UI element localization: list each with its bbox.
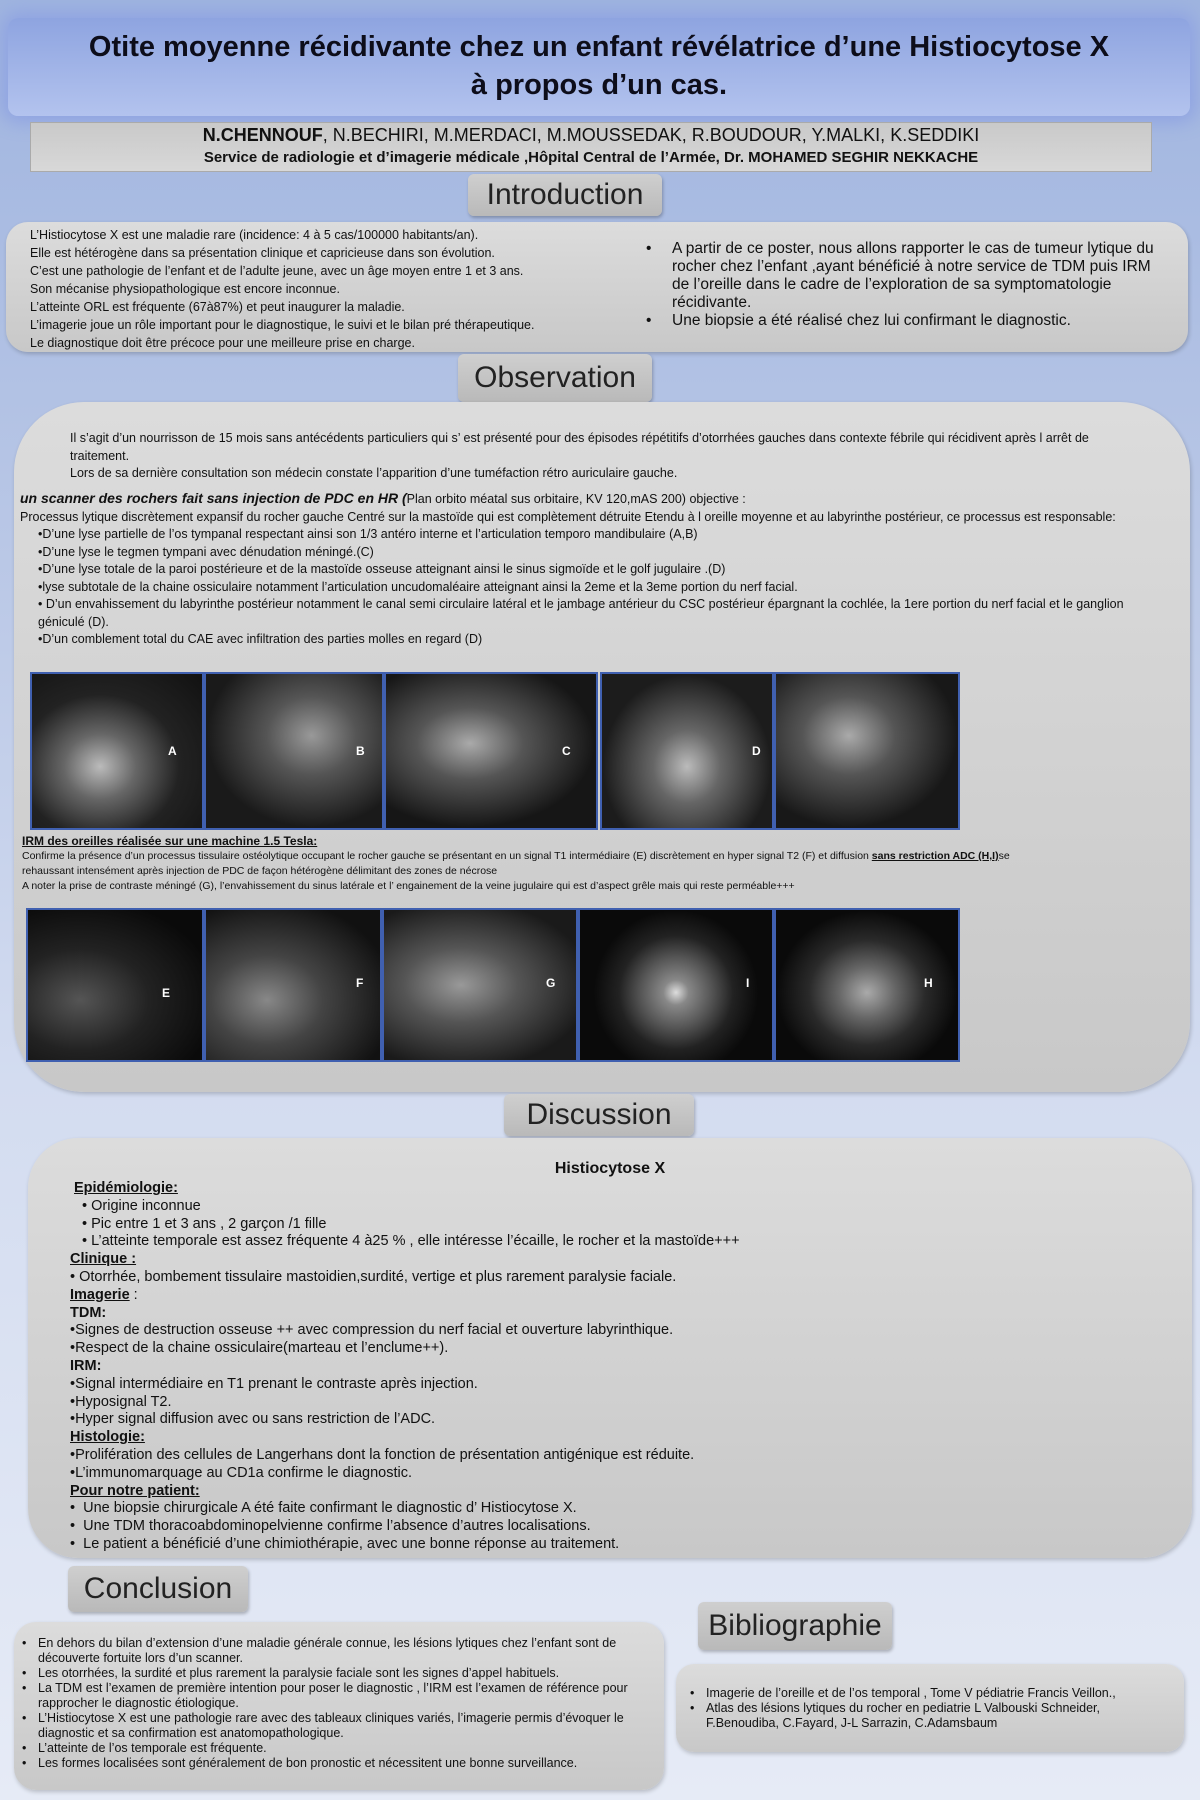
patient-text: Le patient a bénéficié d’une chimiothérapie, avec une bonne réponse au traitement. bbox=[83, 1535, 620, 1552]
ct-item: •D’un comblement total du CAE avec infiltration des parties molles en regard (D) bbox=[38, 632, 483, 646]
conclusion-list bbox=[22, 1636, 642, 1771]
mri-image-f bbox=[204, 908, 382, 1062]
mri-label-h: H bbox=[924, 976, 933, 990]
histologie-item: •Prolifération des cellules de Langerhans dont la fonction de présentation antigénique est réduite. bbox=[70, 1446, 695, 1463]
introduction-text bbox=[30, 226, 630, 352]
ct-image-a bbox=[30, 672, 204, 830]
bibliographie-heading: Bibliographie bbox=[698, 1602, 892, 1650]
introduction-panel bbox=[6, 222, 1188, 352]
mri-line-1b: sans restriction ADC (H,I) bbox=[871, 850, 999, 862]
imagerie-heading: Imagerie bbox=[70, 1286, 130, 1303]
intro-line: Son mécanise physiopathologique est encore inconnue. bbox=[30, 282, 340, 296]
irm-item: •Hyper signal diffusion avec ou sans restriction de l’ADC. bbox=[70, 1411, 436, 1428]
ct-image-b bbox=[204, 672, 384, 830]
ct-params: Plan orbito méatal sus orbitaire, KV 120,mAS 200) objective : bbox=[406, 492, 746, 506]
intro-bullet: • A partir de ce poster, nous allons rapporter le cas de tumeur lytique du rocher chez l’enfant ,ayant bénéficié à notre service de TDM puis IRM de l’oreille dans le cadre de l’exploration de sa symptomatologie récidivante. bbox=[646, 240, 1166, 312]
patient-item: • Une TDM thoracoabdominopelvienne confirme l’absence d’autres localisations. bbox=[70, 1518, 591, 1535]
bibliographie-list bbox=[690, 1686, 1174, 1731]
tdm-heading: TDM: bbox=[70, 1304, 107, 1321]
co-authors: , N.BECHIRI, M.MERDACI, M.MOUSSEDAK, R.BOUDOUR, Y.MALKI, K.SEDDIKI bbox=[322, 125, 980, 145]
ct-item: •D’une lyse totale de la paroi postérieure et de la mastoïde osseuse atteignant ainsi le sinus sigmoïde et le golf jugulaire .(D) bbox=[38, 562, 726, 576]
ct-image-e bbox=[774, 672, 960, 830]
conclusion-item: • L’Histiocytose X est une pathologie rare avec des tableaux cliniques variés, l’imagerie permis d’évoquer le diagnostic et sa confirmation est anatomopathologique. bbox=[22, 1711, 642, 1741]
epidemiology-heading: Epidémiologie: bbox=[74, 1180, 178, 1196]
irm-heading: IRM: bbox=[70, 1357, 102, 1374]
mri-label-g: G bbox=[546, 976, 556, 990]
imagerie-heading-line bbox=[70, 1287, 1170, 1305]
histologie-item: •L’immunomarquage au CD1a confirme le diagnostic. bbox=[70, 1464, 412, 1481]
observation-panel bbox=[14, 402, 1190, 1092]
mri-label-i: I bbox=[746, 976, 750, 990]
histologie-heading: Histologie: bbox=[70, 1429, 145, 1446]
ct-label-d: D bbox=[752, 744, 761, 758]
intro-line: C’est une pathologie de l’enfant et de l’adulte jeune, avec un âge moyen entre 1 et 3 ans. bbox=[30, 264, 524, 278]
authors-block bbox=[30, 122, 1152, 172]
conclusion-item: • La TDM est l’examen de première intention pour poser le diagnostic , l’IRM est l’examen de référence pour rapprocher le diagnostic étiologique. bbox=[22, 1681, 642, 1711]
ct-item: • D’un envahissement du labyrinthe postérieur notamment le canal semi circulaire latéral et le jambage antérieur du CSC postérieur épargnant la cochlée, la 1ere portion du nerf facial et le ganglion géniculé (D). bbox=[38, 597, 1124, 629]
ct-item: •lyse subtotale de la chaine ossiculaire notamment l’articulation uncudomaléaire atteignant ainsi la 2eme et la 3eme portion du nerf facial. bbox=[38, 579, 798, 594]
ct-label-a: A bbox=[168, 744, 177, 758]
title-line-2: à propos d’un cas. bbox=[470, 69, 728, 101]
ct-item: •D’une lyse le tegmen tympani avec dénudation méningé.(C) bbox=[38, 544, 374, 559]
bibliographie-panel bbox=[676, 1664, 1184, 1752]
intro-bullet: • Une biopsie a été réalisé chez lui confirmant le diagnostic. bbox=[646, 312, 1166, 330]
ct-image-c bbox=[384, 672, 598, 830]
conclusion-heading: Conclusion bbox=[68, 1566, 248, 1612]
bibliographie-item: • Atlas des lésions lytiques du rocher en pediatrie L Valbouski Schneider, F.Benoudiba, C.Fayard, J-L Sarrazin, C.Adamsbaum bbox=[690, 1701, 1174, 1731]
introduction-bullets bbox=[646, 240, 1166, 330]
epidemiology-item: • Pic entre 1 et 3 ans , 2 garçon /1 fille bbox=[82, 1215, 327, 1232]
mri-label-e: E bbox=[162, 986, 171, 1000]
patient-item: • Le patient a bénéficié d’une chimiothérapie, avec une bonne réponse au traitement. bbox=[70, 1535, 620, 1552]
observation-para-2: Lors de sa dernière consultation son médecin constate l’apparition d’une tuméfaction rétro auriculaire gauche. bbox=[70, 466, 678, 480]
mri-label-f: F bbox=[356, 976, 364, 990]
imagerie-colon: : bbox=[129, 1286, 138, 1303]
epidemiology-list bbox=[70, 1198, 1170, 1251]
mri-line-2: rehaussant intensément après injection de PDC de façon hétérogène délimitant des zones de nécrose bbox=[22, 865, 498, 877]
mri-line-3: A noter la prise de contraste méningé (G), l’envahissement du sinus latérale et l’ engainement de la veine jugulaire qui est d’aspect grêle mais qui reste perméable+++ bbox=[22, 880, 795, 892]
mri-line-1a: Confirme la présence d’un processus tissulaire ostéolytique occupant le rocher gauche se présentant en un signal T1 intermédiaire (E) discrètement en hyper signal T2 (F) et diffusion bbox=[22, 850, 872, 862]
ct-items bbox=[20, 526, 1170, 649]
intro-line: L’imagerie joue un rôle important pour le diagnostique, le suivi et le bilan pré thérapeutique. bbox=[30, 318, 535, 332]
ct-label-c: C bbox=[562, 744, 571, 758]
epid-text: L’atteinte temporale est assez fréquente 4 à25 % , elle intéresse l’écaille, le rocher et la mastoïde+++ bbox=[91, 1233, 740, 1250]
mri-image-h bbox=[774, 908, 960, 1062]
patient-text: Une TDM thoracoabdominopelvienne confirme l’absence d’autres localisations. bbox=[83, 1518, 591, 1535]
introduction-heading: Introduction bbox=[468, 174, 662, 216]
observation-intro bbox=[70, 430, 1130, 483]
ct-heading: un scanner des rochers fait sans injection de PDC en HR ( bbox=[20, 490, 407, 506]
ct-findings bbox=[20, 490, 1170, 649]
conclusion-panel bbox=[14, 1622, 664, 1790]
poster-title bbox=[8, 18, 1190, 116]
mri-line-1 bbox=[22, 849, 1172, 864]
conclusion-item: • Les otorrhées, la surdité et plus rarement la paralysie faciale sont les signes d’appel habituels. bbox=[22, 1666, 642, 1681]
clin-text: Otorrhée, bombement tissulaire mastoidien,surdité, vertige et plus rarement paralysie faciale. bbox=[79, 1268, 677, 1285]
mri-line-1c: se bbox=[998, 850, 1010, 862]
mri-findings bbox=[22, 834, 1172, 894]
irm-item: •Hyposignal T2. bbox=[70, 1393, 172, 1410]
observation-heading: Observation bbox=[458, 354, 652, 402]
ct-item: •D’une lyse partielle de l’os tympanal respectant ainsi son 1/3 antéro interne et l’articulation temporo mandibulaire (A,B) bbox=[38, 527, 698, 541]
mri-image-e bbox=[26, 908, 204, 1062]
epid-text: Pic entre 1 et 3 ans , 2 garçon /1 fille bbox=[91, 1215, 327, 1232]
authors-line bbox=[31, 123, 1151, 147]
discussion-panel bbox=[28, 1138, 1192, 1558]
epid-text: Origine inconnue bbox=[91, 1197, 201, 1214]
intro-line: Elle est hétérogène dans sa présentation clinique et capricieuse dans son évolution. bbox=[30, 246, 495, 260]
ct-heading-line bbox=[20, 490, 1170, 509]
conclusion-item: • Les formes localisées sont généralement de bon pronostic et nécessitent une bonne surveillance. bbox=[22, 1756, 642, 1771]
conclusion-item: • En dehors du bilan d’extension d’une maladie générale connue, les lésions lytiques chez l’enfant sont de découverte fortuite lors d’un scanner. bbox=[22, 1636, 642, 1666]
patient-heading: Pour notre patient: bbox=[70, 1482, 200, 1499]
intro-line: Le diagnostique doit être précoce pour une meilleure prise en charge. bbox=[30, 336, 415, 350]
clinique-item: • Otorrhée, bombement tissulaire mastoidien,surdité, vertige et plus rarement paralysie faciale. bbox=[70, 1268, 677, 1285]
title-line-1: Otite moyenne récidivante chez un enfant révélatrice d’une Histiocytose X bbox=[88, 31, 1110, 63]
ct-description: Processus lytique discrètement expansif du rocher gauche Centré sur la mastoïde qui est complètement détruite Etendu à l oreille moyenne et au labyrinthe postérieur, ce processus est responsable: bbox=[20, 509, 1116, 524]
discussion-title: Histiocytose X bbox=[554, 1160, 666, 1177]
clinique-heading: Clinique : bbox=[70, 1251, 137, 1268]
bibliographie-item: • Imagerie de l’oreille et de l’os temporal , Tome V pédiatrie Francis Veillon., bbox=[690, 1686, 1174, 1701]
tdm-item: •Signes de destruction osseuse ++ avec compression du nerf facial et ouverture labyrinthique. bbox=[70, 1322, 674, 1339]
mri-image-g bbox=[382, 908, 578, 1062]
ct-label-b: B bbox=[356, 744, 365, 758]
discussion-heading: Discussion bbox=[504, 1094, 694, 1136]
discussion-body bbox=[70, 1180, 1170, 1554]
affiliation: Service de radiologie et d’imagerie médicale ,Hôpital Central de l’Armée, Dr. MOHAMED SEGHIR NEKKACHE bbox=[203, 149, 979, 166]
intro-line: L’atteinte ORL est fréquente (67à87%) et peut inaugurer la maladie. bbox=[30, 300, 405, 314]
patient-text: Une biopsie chirurgicale A été faite confirmant le diagnostic d’ Histiocytose X. bbox=[83, 1500, 577, 1517]
epidemiology-item: • Origine inconnue bbox=[82, 1197, 201, 1214]
tdm-item: •Respect de la chaine ossiculaire(marteau et l’enclume++). bbox=[70, 1340, 449, 1357]
mri-heading: IRM des oreilles réalisée sur une machine 1.5 Tesla: bbox=[22, 834, 318, 848]
lead-author: N.CHENNOUF bbox=[202, 125, 323, 145]
conclusion-item: • L’atteinte de l’os temporale est fréquente. bbox=[22, 1741, 642, 1756]
mri-image-i bbox=[578, 908, 774, 1062]
intro-line: L’Histiocytose X est une maladie rare (incidence: 4 à 5 cas/100000 habitants/an). bbox=[30, 228, 479, 242]
ct-image-d bbox=[600, 672, 774, 830]
patient-item: • Une biopsie chirurgicale A été faite confirmant le diagnostic d’ Histiocytose X. bbox=[70, 1500, 577, 1517]
irm-item: •Signal intermédiaire en T1 prenant le contraste après injection. bbox=[70, 1375, 478, 1392]
observation-para-1: Il s’agit d’un nourrisson de 15 mois sans antécédents particuliers qui s’ est présenté pour des épisodes répétitifs d’otorrhées gauches dans contexte fébrile qui récidivent après l arrêt de traitement. bbox=[70, 431, 1089, 463]
epidemiology-item: • L’atteinte temporale est assez fréquente 4 à25 % , elle intéresse l’écaille, le rocher et la mastoïde+++ bbox=[82, 1233, 740, 1250]
